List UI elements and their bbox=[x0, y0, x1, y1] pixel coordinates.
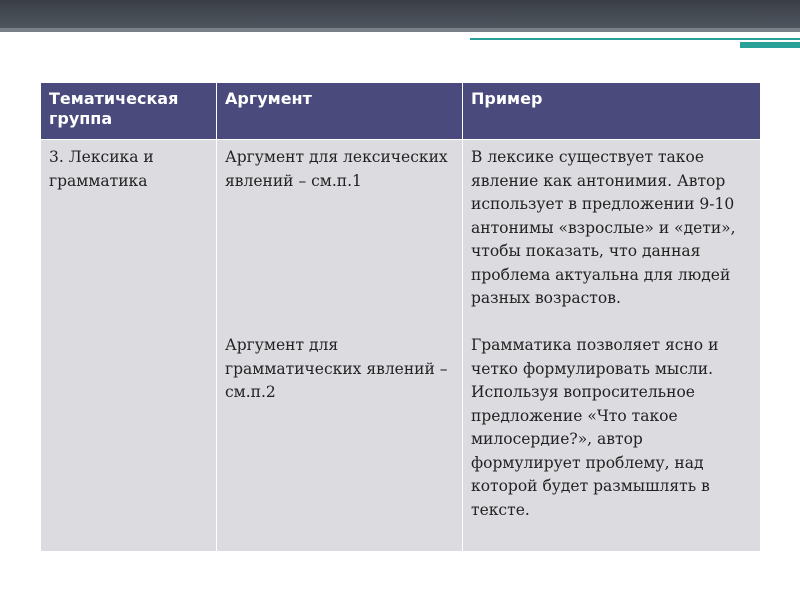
cell-argument bbox=[217, 140, 463, 552]
slide-decoration bbox=[470, 32, 800, 54]
header-thematic-group: Тематическая группа bbox=[41, 83, 217, 140]
decoration-accent bbox=[740, 42, 800, 48]
argument-lexical: Аргумент для лексических явлений – см.п.1 bbox=[225, 148, 448, 190]
header-argument: Аргумент bbox=[217, 83, 463, 140]
cell-group: 3. Лексика и грамматика bbox=[41, 140, 217, 552]
slide-top-bar bbox=[0, 0, 800, 28]
decoration-line bbox=[470, 38, 800, 40]
argument-table bbox=[40, 82, 761, 552]
cell-gap bbox=[471, 311, 752, 335]
cell-spacer bbox=[225, 193, 454, 334]
argument-grammatical: Аргумент для грамматических явлений – см.п.2 bbox=[225, 336, 448, 401]
table-row bbox=[41, 140, 761, 552]
header-example: Пример bbox=[463, 83, 761, 140]
table-header-row bbox=[41, 83, 761, 140]
example-lexical: В лексике существует такое явление как антонимия. Автор использует в предложении 9-10 антонимы «взрослые» и «дети», чтобы показать, что данная проблема актуальна для людей разных возрастов. bbox=[471, 148, 736, 307]
cell-example bbox=[463, 140, 761, 552]
example-grammatical: Грамматика позволяет ясно и четко формулировать мысли. Используя вопросительное предложение «Что такое милосердие?», автор формулирует проблему, над которой будет размышлять в тексте. bbox=[471, 336, 719, 519]
